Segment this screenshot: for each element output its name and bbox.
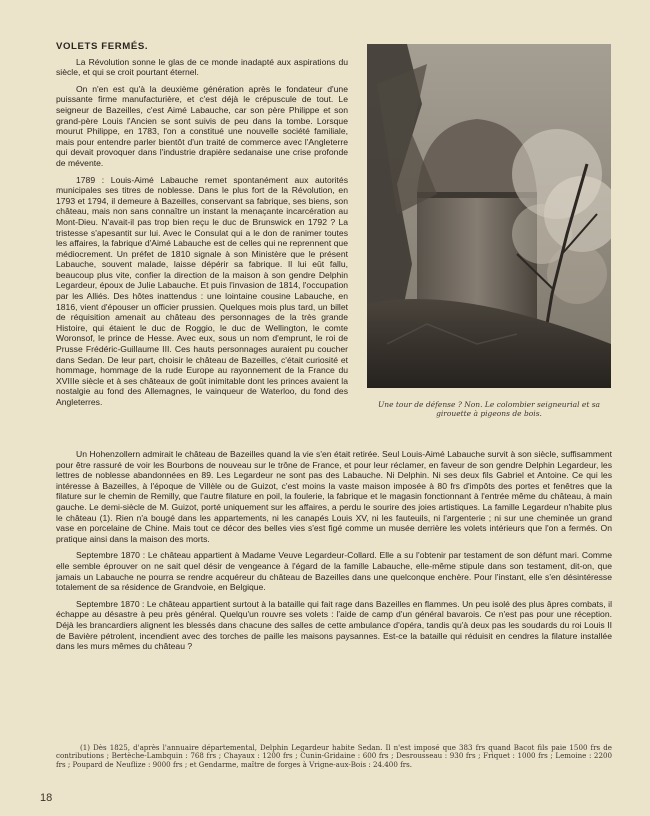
paragraph: Septembre 1870 : Le château appartient à Madame Veuve Legardeur-Collard. Elle a su l'obtenir par testament de son défunt mari. Comme elle semble éprouver on ne sait quel désir de vengeance à l'égard de la famille Labauche, elle-même stipule dans son testament, dit-on, que jamais un Labauche ne pourra se rendre acquéreur du château de Bazeilles dans une quelconque enchère. Pour l'instant, elle s'en désintéresse totalement de sa résidence de Grandvoie, en Belgique. xyxy=(56,550,612,593)
section-heading: VOLETS FERMÉS. xyxy=(56,41,149,52)
footnote-text: (1) Dès 1825, d'après l'annuaire départemental, Delphin Legardeur habite Sedan. Il n'est imposé que 383 frs quand Bacot fils paie 1500 frs de contributions ; Bertèche-Lambquin : 768 frs ; Chayaux : 1200 frs ; Cunin-Gridaine : 600 frs ; Desrousseau : 930 frs ; Friquet : 1000 frs ; Lemoine : 2200 frs ; Poupard de Neuflize : 9000 frs ; et Gendarme, maître de forges à Vrigne-aux-Bois : 24.400 frs. xyxy=(56,743,612,769)
left-column xyxy=(56,42,348,414)
dovecote-photo xyxy=(367,44,611,388)
full-width-column xyxy=(56,449,612,658)
page-number: 18 xyxy=(40,792,53,804)
paragraph: Septembre 1870 : Le château appartient surtout à la bataille qui fait rage dans Bazeilles en flammes. Un peu isolé des plus âpres combats, il échappe au désastre à peu près général. Quelqu'un rouvre ses volets : l'aide de camp d'un général bavarois. Ce n'est pas pour une réception. Déjà les brancardiers alignent les blessés dans chacune des salles de cette ambulance d'opéra, tandis qu'à deux pas les soudards du roi Louis II de Bavière pétrolent, incendient avec des torches de paille les maisons paysannes. Est-ce la bataille qui réduisit en cendres la filature installée dans les murs mêmes du château ? xyxy=(56,598,612,652)
footnote xyxy=(56,744,612,769)
photo-caption: Une tour de défense ? Non. Le colombier seigneurial et sa girouette à pigeons de bois. xyxy=(377,400,601,418)
paragraph: La Révolution sonne le glas de ce monde inadapté aux aspirations du siècle, et qui se croit pourtant éternel. xyxy=(56,56,348,78)
paragraph: 1789 : Louis-Aimé Labauche remet spontanément aux autorités municipales ses titres de noblesse. Dans le plus fort de la Révolution, en 1793 et 1794, il demeure à Bazeilles, conservant sa fabrique, ses biens, son château, mais non sans connaître un instant la menaçante incarcération au Mont-Dieu. N'avait-il pas trop bien reçu le duc de Brunswick en 1792 ? La tristesse s'apesantit sur lui. Avec le Consulat qui a le don de ranimer toutes les affaires, la fabrique d'Aimé Labauche est de celles qui ne reprennent que médiocrement. Un préfet de 1810 signale à son Ministère que le présent Labauche, souvent malade, laisse dépérir sa fabrique. Il lui eût fallu, beaucoup plus vite, confier la direction de la maison à son gendre Delphin Legardeur, époux de Julie Labauche. Et puis l'invasion de 1814, l'occupation par les Alliés. Des hôtes inattendus : une lointaine cousine Labauche, en 1816, vient d'épouser un officier prussien. Quelques mois plus tard, un billet de réquisition amenait au château des personnages de la très grande Histoire, qui étaient le duc de Roggio, le duc de Wellington, le comte Woronsof, le prince de Hesse. Avec eux, sous un nom d'emprunt, le roi de Prusse Frédéric-Guillaume III. Ces hauts personnages auraient pu coucher dans Sedan. De leur part, choisir le château de Bazeilles, c'était curiosité et hommage, hommage de la rude Europe au rayonnement de la France du XVIIIe siècle et à ses châteaux de goût inimitable dont les princes avaient la nostalgie au fond des Allemagnes, le vainqueur de Waterloo, du fond des Angleterres. xyxy=(56,174,348,407)
paragraph: On n'en est qu'à la deuxième génération après le fondateur d'une puissante firme manufacturière, et c'est déjà le crépuscule de tout. Le seigneur de Bazeilles, c'est Aimé Labauche, car son père Philippe et son grand-père Louis l'Ancien se sont suivis de peu dans la tombe. Lorsque mourut Philippe, en 1783, l'on a constitué une nouvelle société familiale, mais pour entendre parler bientôt d'un traité de commerce avec l'Angleterre qui devait provoquer dans l'industrie drapière sedanaise une crise profonde de mévente. xyxy=(56,83,348,168)
paragraph: Un Hohenzollern admirait le château de Bazeilles quand la vie s'en était retirée. Seul Louis-Aimé Labauche survit à son siècle, suffisamment pour être rassuré de voir les Bourbons de nouveau sur le trône de France, et pour leur réclamer, en faveur de son gendre Delphin Legardeur, les lettres de noblesse abandonnées en 89. Les Legardeur ne sont pas des Labauche. Ni Delphin. Ni ses deux fils Gabriel et Antoine. Ce qui les intéresse à Bazeilles, à l'époque de Villèle ou de Guizot, c'est moins la vaste maison imposée à 80 frs d'impôts des portes et fenêtres que la filature sur le chemin de Remilly, que l'autre filature en poil, la foulerie, la fabrique et le magasin fonctionnant à l'entrée même du château, à main gauche. Le demi-siècle de M. Guizot, porté uniquement sur les affaires, a perdu le sourire des joies artistiques. La famille Legardeur n'habite plus le château (1). Rien n'a bougé dans les appartements, ni les canapés Louis XV, ni les fauteuils, ni l'argenterie ; ni sur une cheminée un grand vase en porcelaine de Chine. Mais tout ce décor des belles vies s'est figé comme un musée derrière les volets intérieurs que l'on a fermés. On pratique ainsi dans la maison des morts. xyxy=(56,449,612,544)
